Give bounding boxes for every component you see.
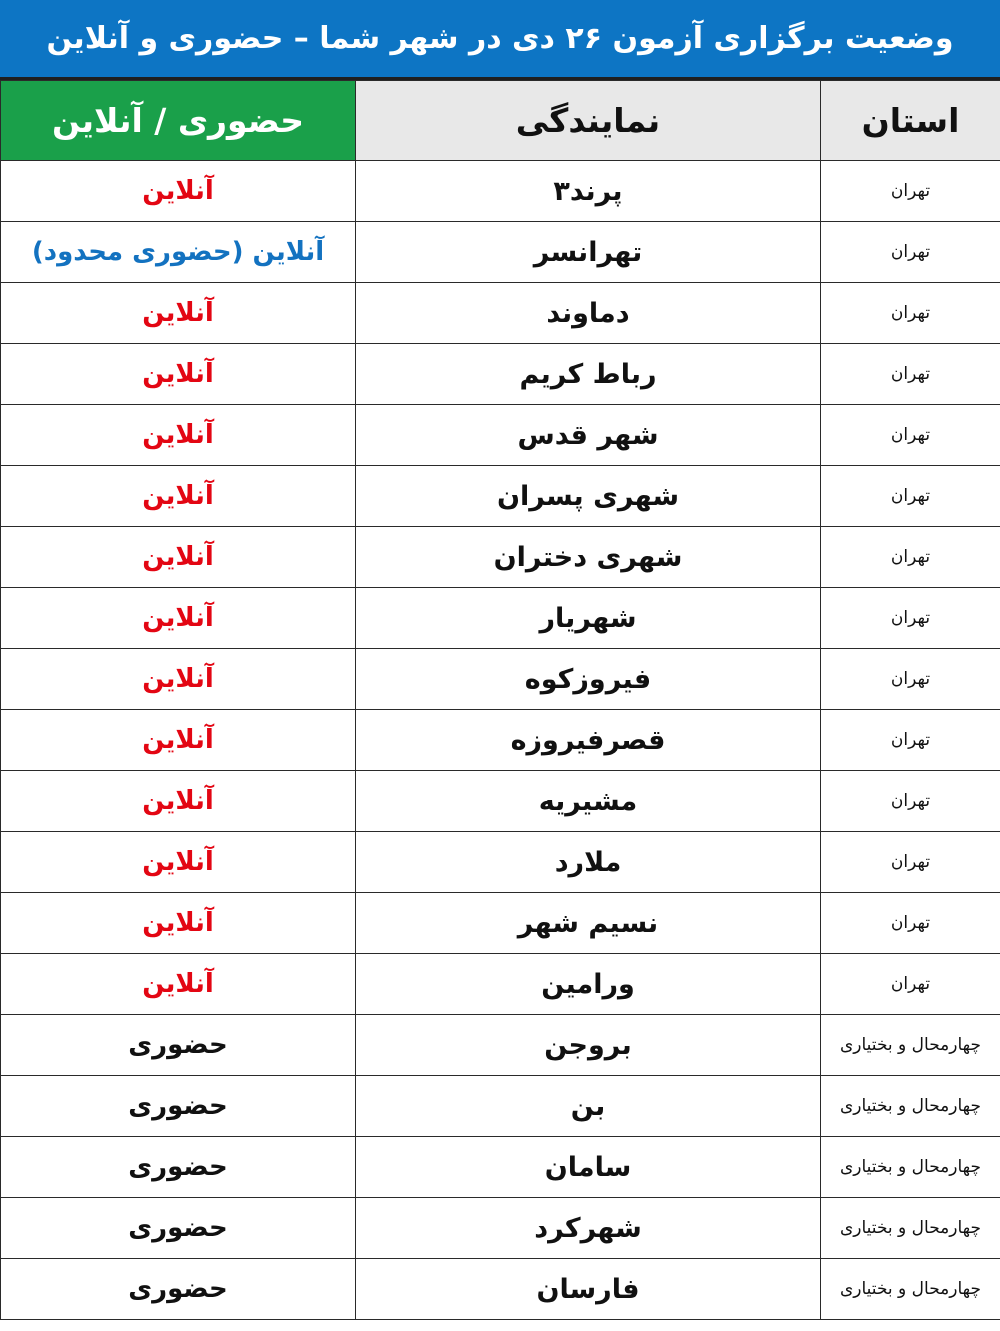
province-cell: تهران	[821, 283, 1000, 344]
agency-cell: بن	[356, 1076, 821, 1137]
agency-cell: مشیریه	[356, 771, 821, 832]
province-cell: تهران	[821, 954, 1000, 1015]
status-cell: آنلاین	[1, 344, 356, 405]
status-cell: آنلاین	[1, 649, 356, 710]
province-cell: چهارمحال و بختیاری	[821, 1137, 1000, 1198]
table-row	[1, 283, 1000, 344]
province-cell: تهران	[821, 405, 1000, 466]
agency-cell: شهری دختران	[356, 527, 821, 588]
status-cell: آنلاین (حضوری محدود)	[1, 222, 356, 283]
agency-cell: شهری پسران	[356, 466, 821, 527]
province-cell: تهران	[821, 893, 1000, 954]
province-cell: تهران	[821, 649, 1000, 710]
province-cell: چهارمحال و بختیاری	[821, 1198, 1000, 1259]
province-cell: چهارمحال و بختیاری	[821, 1015, 1000, 1076]
status-cell: آنلاین	[1, 283, 356, 344]
status-cell: آنلاین	[1, 527, 356, 588]
table-row	[1, 954, 1000, 1015]
table-row	[1, 1137, 1000, 1198]
header-province: استان	[821, 81, 1000, 161]
province-cell: چهارمحال و بختیاری	[821, 1259, 1000, 1320]
table-row	[1, 893, 1000, 954]
agency-cell: پرند۳	[356, 161, 821, 222]
status-table	[0, 80, 1000, 1320]
table-row	[1, 466, 1000, 527]
status-cell: آنلاین	[1, 588, 356, 649]
table-row	[1, 771, 1000, 832]
status-cell: آنلاین	[1, 405, 356, 466]
table-row	[1, 1015, 1000, 1076]
table-row	[1, 1076, 1000, 1137]
table-row	[1, 161, 1000, 222]
province-cell: تهران	[821, 344, 1000, 405]
province-cell: چهارمحال و بختیاری	[821, 1076, 1000, 1137]
province-cell: تهران	[821, 161, 1000, 222]
table-row	[1, 222, 1000, 283]
province-cell: تهران	[821, 710, 1000, 771]
status-cell: حضوری	[1, 1198, 356, 1259]
province-cell: تهران	[821, 832, 1000, 893]
table-row	[1, 405, 1000, 466]
table-row	[1, 649, 1000, 710]
table-row	[1, 832, 1000, 893]
agency-cell: ملارد	[356, 832, 821, 893]
status-cell: آنلاین	[1, 954, 356, 1015]
status-cell: آنلاین	[1, 771, 356, 832]
page-title: وضعیت برگزاری آزمون ۲۶ دی در شهر شما – حضوری و آنلاین	[0, 0, 1000, 80]
status-cell: آنلاین	[1, 466, 356, 527]
table-row	[1, 1259, 1000, 1320]
table-row	[1, 1198, 1000, 1259]
status-cell: حضوری	[1, 1076, 356, 1137]
agency-cell: قصرفیروزه	[356, 710, 821, 771]
agency-cell: فیروزکوه	[356, 649, 821, 710]
agency-cell: نسیم شهر	[356, 893, 821, 954]
status-cell: حضوری	[1, 1137, 356, 1198]
header-agency: نمایندگی	[356, 81, 821, 161]
table-row	[1, 710, 1000, 771]
agency-cell: فارسان	[356, 1259, 821, 1320]
agency-cell: رباط کریم	[356, 344, 821, 405]
province-cell: تهران	[821, 527, 1000, 588]
status-cell: حضوری	[1, 1259, 356, 1320]
agency-cell: سامان	[356, 1137, 821, 1198]
agency-cell: شهر قدس	[356, 405, 821, 466]
agency-cell: ورامین	[356, 954, 821, 1015]
table-row	[1, 344, 1000, 405]
status-cell: آنلاین	[1, 893, 356, 954]
table-row	[1, 527, 1000, 588]
header-row	[1, 81, 1000, 161]
province-cell: تهران	[821, 466, 1000, 527]
province-cell: تهران	[821, 771, 1000, 832]
status-cell: آنلاین	[1, 161, 356, 222]
province-cell: تهران	[821, 222, 1000, 283]
status-cell: آنلاین	[1, 832, 356, 893]
agency-cell: شهرکرد	[356, 1198, 821, 1259]
agency-cell: دماوند	[356, 283, 821, 344]
province-cell: تهران	[821, 588, 1000, 649]
table-row	[1, 588, 1000, 649]
agency-cell: تهرانسر	[356, 222, 821, 283]
agency-cell: شهریار	[356, 588, 821, 649]
agency-cell: بروجن	[356, 1015, 821, 1076]
status-cell: آنلاین	[1, 710, 356, 771]
table-header	[1, 81, 1000, 161]
table-body	[1, 161, 1000, 1320]
header-status: حضوری / آنلاین	[1, 81, 356, 161]
status-cell: حضوری	[1, 1015, 356, 1076]
